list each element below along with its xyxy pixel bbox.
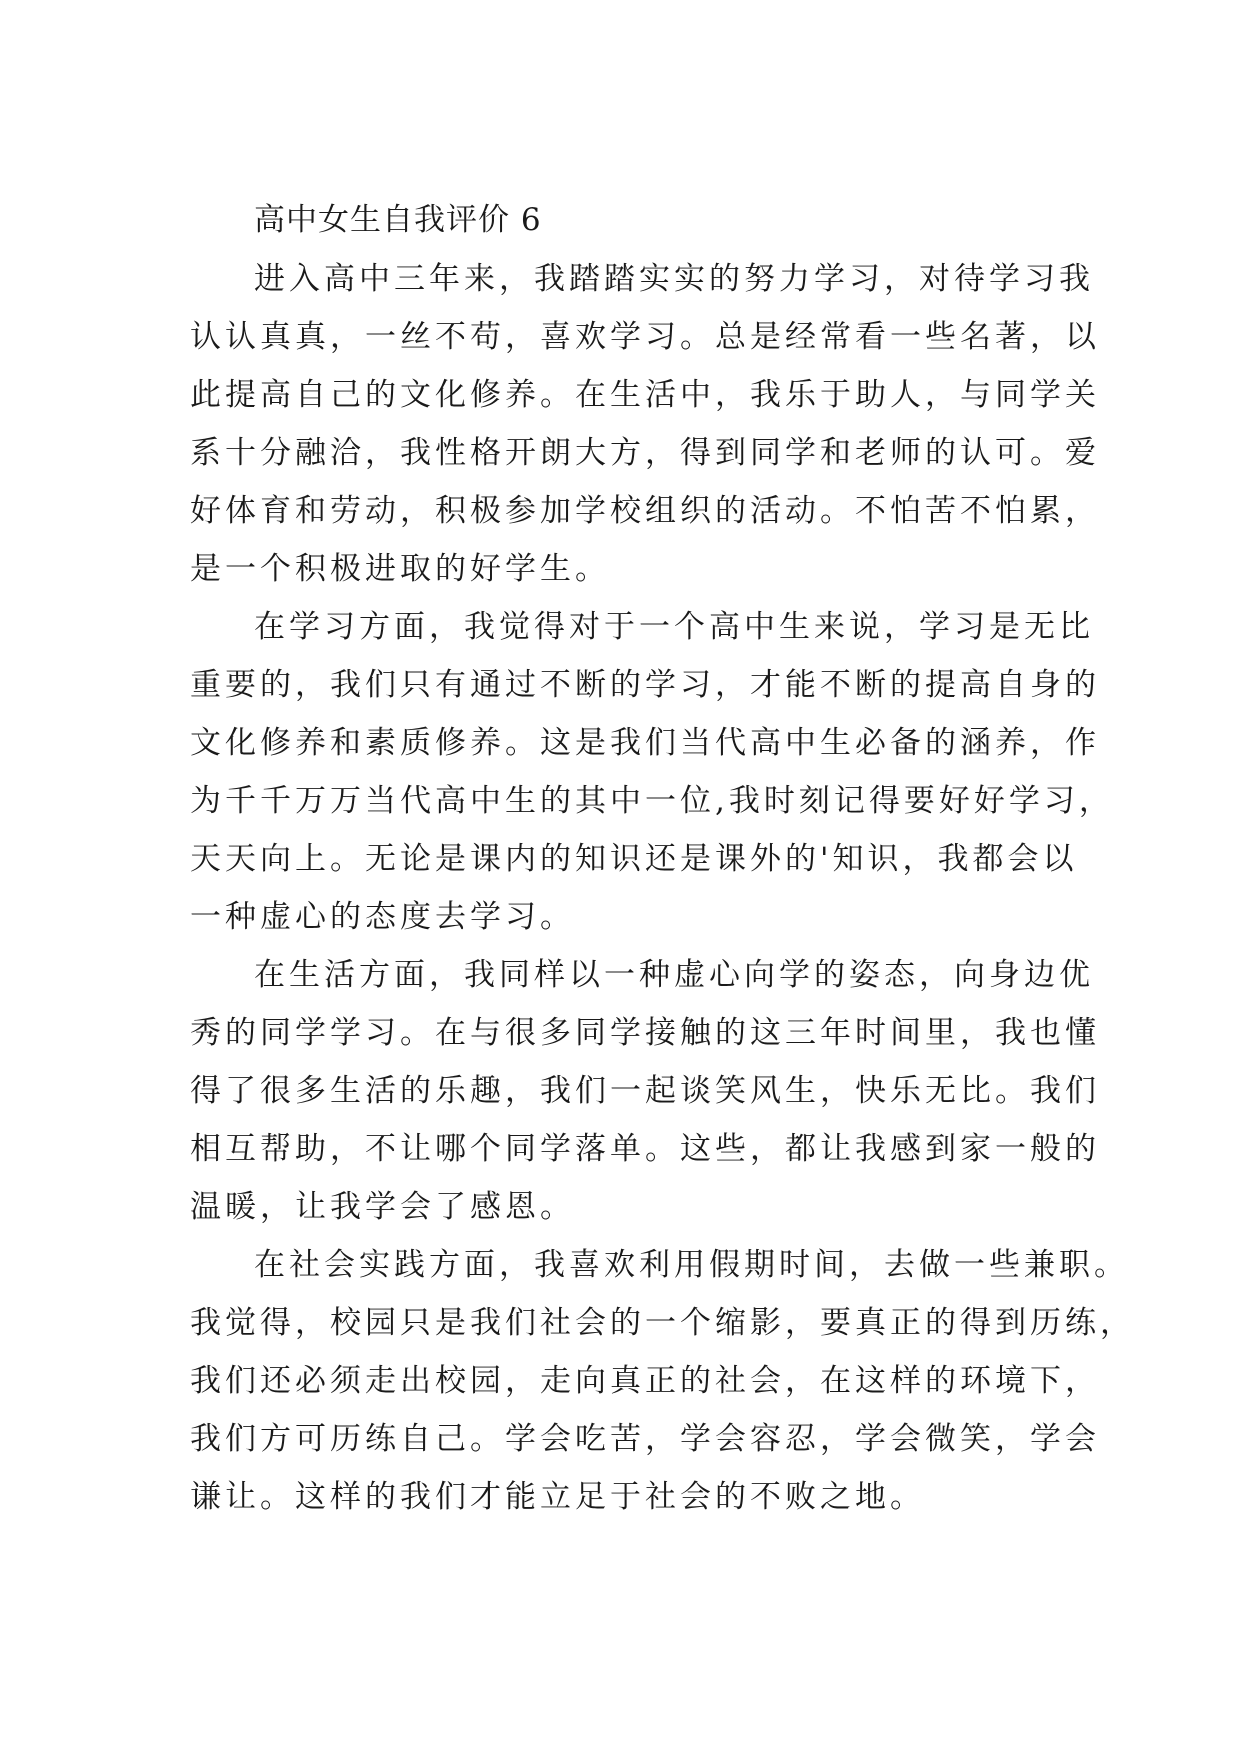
paragraph-line: 系十分融洽，我性格开朗大方，得到同学和老师的认可。爱 (190, 435, 1100, 471)
paragraph-social-practice (190, 1236, 1135, 1526)
paragraph-study (190, 598, 1114, 946)
document-body (190, 190, 1135, 1526)
paragraph-line: 温暖，让我学会了感恩。 (190, 1189, 575, 1225)
paragraph-line: 重要的，我们只有通过不断的学习，才能不断的提高自身的 (190, 667, 1100, 703)
paragraph-line: 我觉得，校园只是我们社会的一个缩影，要真正的得到历练， (190, 1305, 1135, 1341)
paragraph-line: 我们还必须走出校园，走向真正的社会，在这样的环境下， (190, 1363, 1100, 1399)
paragraph-line: 文化修养和素质修养。这是我们当代高中生必备的涵养，作 (190, 725, 1100, 761)
paragraph-line: 进入高中三年来，我踏踏实实的努力学习，对待学习我 (254, 261, 1094, 297)
paragraph-line: 得了很多生活的乐趣，我们一起谈笑风生，快乐无比。我们 (190, 1073, 1100, 1109)
paragraph-line: 秀的同学学习。在与很多同学接触的这三年时间里，我也懂 (190, 1015, 1100, 1051)
document-title: 高中女生自我评价 6 (254, 202, 542, 238)
paragraph-line: 此提高自己的文化修养。在生活中，我乐于助人，与同学关 (190, 377, 1100, 413)
paragraph-line: 我们方可历练自己。学会吃苦，学会容忍，学会微笑，学会 (190, 1421, 1100, 1457)
paragraph-line: 在学习方面，我觉得对于一个高中生来说，学习是无比 (254, 609, 1094, 645)
paragraph-line: 在生活方面，我同样以一种虚心向学的姿态，向身边优 (254, 957, 1094, 993)
paragraph-line: 一种虚心的态度去学习。 (190, 899, 575, 935)
paragraph-life (190, 946, 1100, 1236)
paragraph-line: 是一个积极进取的好学生。 (190, 551, 610, 587)
paragraph-line: 好体育和劳动，积极参加学校组织的活动。不怕苦不怕累， (190, 493, 1100, 529)
paragraph-line: 为千千万万当代高中生的其中一位,我时刻记得要好好学习， (190, 783, 1114, 819)
paragraph-line: 谦让。这样的我们才能立足于社会的不败之地。 (190, 1479, 925, 1515)
paragraph-line: 天天向上。无论是课内的知识还是课外的'知识，我都会以 (190, 841, 1078, 877)
paragraph-line: 在社会实践方面，我喜欢利用假期时间，去做一些兼职。 (254, 1247, 1129, 1283)
paragraph-line: 相互帮助，不让哪个同学落单。这些，都让我感到家一般的 (190, 1131, 1100, 1167)
paragraph-self-summary (190, 250, 1100, 598)
paragraph-line: 认认真真，一丝不苟，喜欢学习。总是经常看一些名著，以 (190, 319, 1100, 355)
